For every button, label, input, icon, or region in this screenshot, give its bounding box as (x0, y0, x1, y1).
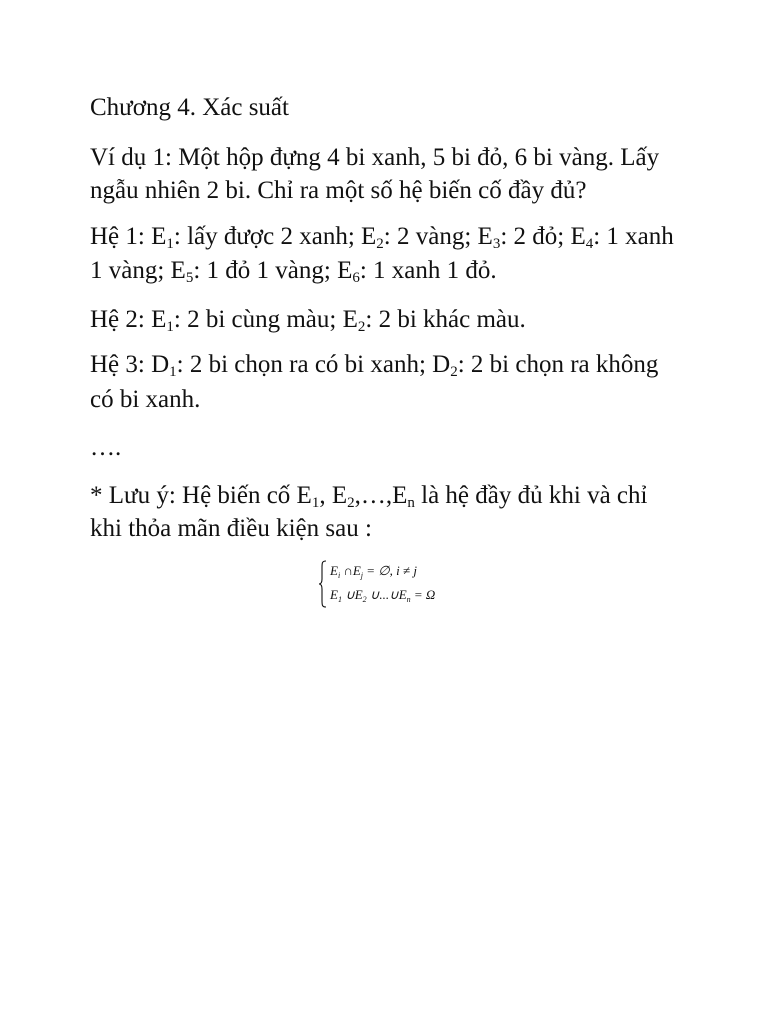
chapter-heading: Chương 4. Xác suất (90, 94, 289, 121)
ellipsis: …. (90, 434, 122, 461)
formula-row-union: $E_1$ $\cup E_2$ $\cup...\cup E_n = \Omega$ (330, 587, 436, 604)
note-line-1: * Lưu ý: Hệ biến cố $E_1$, $E_2,\dots,E_n$ là hệ đầy đủ khi và chỉ (90, 482, 648, 511)
example-line-2: ngẫu nhiên 2 bi. Chỉ ra một số hệ biến cố đầy đủ? (90, 177, 587, 204)
formula-row-disjoint: $E_i$ $\cap E_j$ = ∅, i ≠ j (330, 563, 417, 580)
he1-line-2: 1 vàng; $E_5$: 1 đỏ 1 vàng; $E_6$: 1 xanh 1 đỏ. (90, 257, 497, 286)
he1-line-1: Hệ 1: $E_1$: lấy được 2 xanh; $E_2$: 2 vàng; $E_3$: 2 đỏ; $E_4$: 1 xanh (90, 223, 674, 252)
note-line-2: khi thỏa mãn điều kiện sau : (90, 515, 372, 542)
example-line-1: Ví dụ 1: Một hộp đựng 4 bi xanh, 5 bi đỏ, 6 bi vàng. Lấy (90, 144, 660, 171)
he2-line: Hệ 2: $E_1$: 2 bi cùng màu; $E_2$: 2 bi khác màu. (90, 306, 526, 335)
left-brace-icon (318, 560, 328, 608)
he3-line-2: có bi xanh. (90, 386, 201, 413)
he3-line-1: Hệ 3: $D_1$: 2 bi chọn ra có bi xanh; $D_2$: 2 bi chọn ra không (90, 351, 659, 380)
condition-formula (318, 558, 478, 612)
